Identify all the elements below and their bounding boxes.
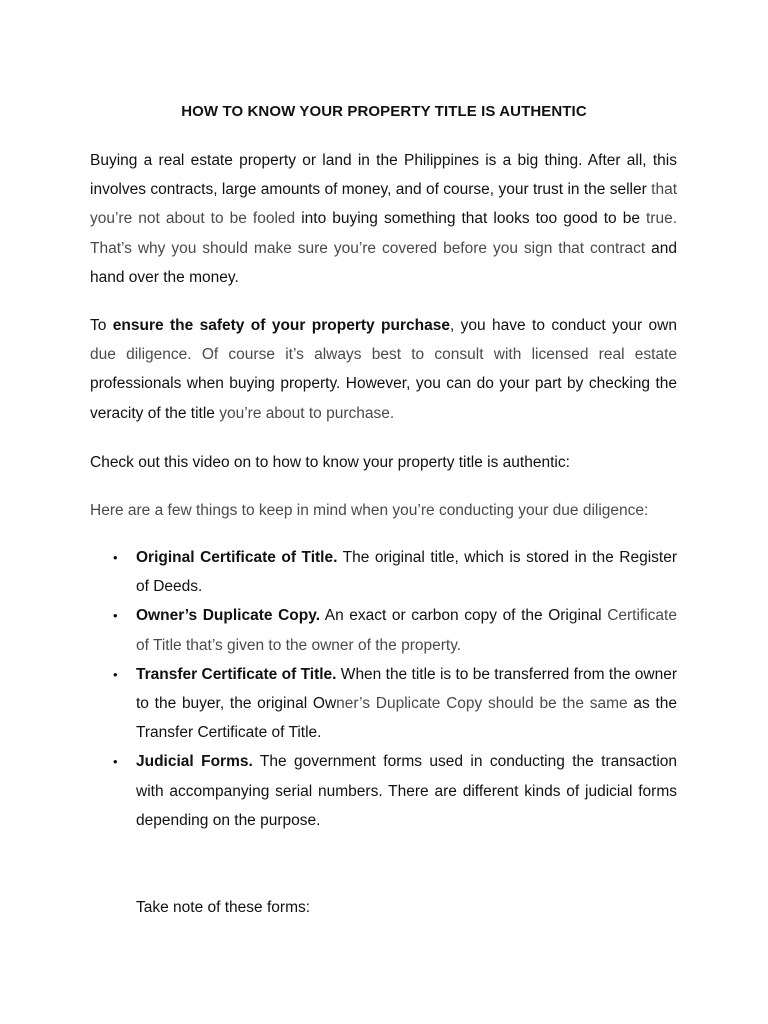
video-paragraph: Check out this video on to how to know your property title is authentic: bbox=[90, 454, 570, 471]
list-item-term: Judicial Forms. bbox=[136, 753, 253, 771]
title-types-list bbox=[0, 543, 768, 835]
intro-text-3: into buying something that looks too good to be bbox=[301, 210, 646, 228]
forms-note: Take note of these forms: bbox=[136, 899, 311, 916]
list-item-text-light: Certificate of Title that’s given to the owner of the property. bbox=[136, 607, 677, 654]
list-item bbox=[113, 660, 677, 748]
list-item-text: When the title is to be transferred from the owner to the buyer, the original Ow bbox=[136, 665, 677, 713]
list-item bbox=[113, 543, 677, 601]
list-item bbox=[113, 601, 677, 659]
safety-text-2: , you have to conduct your own bbox=[449, 317, 677, 334]
safety-text-1: To bbox=[90, 317, 113, 334]
safety-text-5: you’re about to purchase. bbox=[219, 404, 395, 422]
safety-text-3: due diligence. Of course it’s always best to consult with licensed real estate bbox=[90, 346, 677, 364]
safety-bold-phrase: ensure the safety of your property purchase bbox=[112, 317, 450, 334]
list-item-text: The original title, which is stored in the Register of Deeds. bbox=[136, 549, 677, 596]
intro-text-4: true. That’s why you should make sure you’re covered before you sign that contract bbox=[90, 210, 677, 257]
bullet-icon: • bbox=[113, 754, 118, 770]
bullet-icon: • bbox=[113, 608, 118, 624]
intro-text-2: that you’re not about to be fooled bbox=[90, 181, 677, 228]
list-item bbox=[113, 747, 678, 835]
bullet-icon: • bbox=[113, 666, 118, 682]
bullet-icon: • bbox=[113, 550, 118, 565]
list-item-text: The government forms used in conducting the transaction with accompanying serial numbers. There are different kinds of judicial forms depending on the purpose. bbox=[136, 753, 678, 829]
list-item-text-tail: as the Transfer Certificate of Title. bbox=[136, 695, 677, 742]
due-diligence-intro: Here are a few things to keep in mind when you’re conducting your due diligence: bbox=[90, 502, 649, 519]
list-item-text: An exact or carbon copy of the Original bbox=[320, 607, 608, 625]
intro-text-5: and hand over the money. bbox=[90, 239, 677, 286]
list-item-text-light: ner’s Duplicate Copy should be the same bbox=[336, 695, 628, 713]
safety-text-4: professionals when buying property. However, you can do your part by checking the veracity of the title bbox=[90, 375, 677, 422]
intro-text-1: Buying a real estate property or land in the Philippines is a big thing. After all, this involves contracts, large amounts of money, and of course, your trust in the seller bbox=[90, 152, 677, 199]
intro-paragraph bbox=[90, 146, 677, 292]
safety-paragraph bbox=[90, 311, 677, 428]
list-item-term: Owner’s Duplicate Copy. bbox=[136, 607, 320, 625]
list-item-term: Original Certificate of Title. bbox=[136, 549, 338, 566]
page-title: HOW TO KNOW YOUR PROPERTY TITLE IS AUTHENTIC bbox=[181, 103, 587, 120]
list-item-term: Transfer Certificate of Title. bbox=[136, 665, 337, 683]
